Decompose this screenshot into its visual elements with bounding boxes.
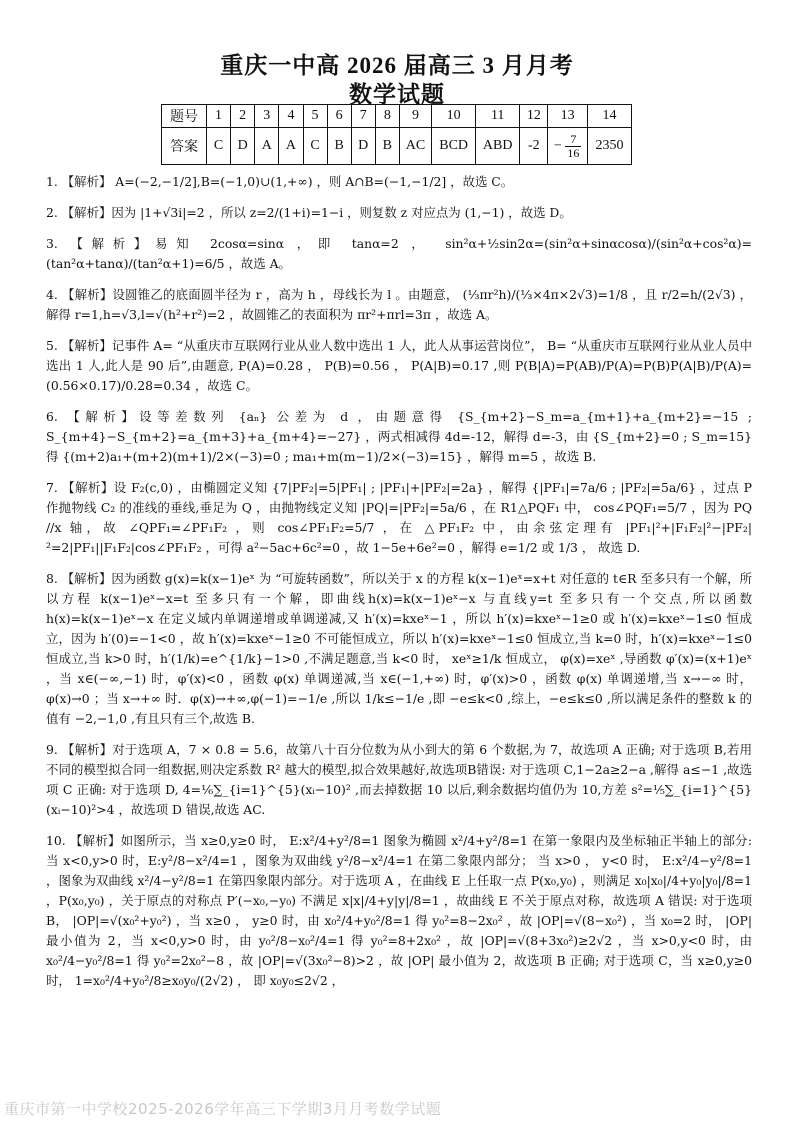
solution-7: [46, 478, 752, 558]
answer-cell-fraction: [548, 128, 588, 165]
fraction-numerator: 7: [565, 133, 581, 147]
solution-9: [46, 740, 752, 820]
answer-cell: 2350: [587, 128, 631, 165]
answer-cell: A: [279, 128, 303, 165]
solution-number: 9.: [46, 742, 58, 757]
fraction: [565, 133, 581, 160]
question-number: 9: [399, 105, 431, 128]
answer-cell: -2: [520, 128, 548, 165]
solution-3: [46, 234, 752, 274]
footer-watermark: 重庆市第一中学校2025-2026学年高三下学期3月月考数学试题: [4, 1100, 442, 1118]
question-number: 4: [279, 105, 303, 128]
solution-number: 4.: [46, 287, 58, 302]
solution-text: 【解析】设 F₂(c,0) ，由椭圆定义知 {7|PF₂|=5|PF₁| ; |PF₁|+|PF₂|=2a} ，解得 {|PF₁|=7a/6 ; |PF₂|=5a/6} ，过点 P 作抛物线 C₂ 的准线的垂线,垂足为 Q ，由抛物线定义知 |PQ|=|PF₂|=5a/6 ，在 R1△PQF₁ 中， cos∠PQF₁=5/7 ，因为 PQ //x 轴，故 ∠QPF₁=∠PF₁F₂ ，则 cos∠PF₁F₂=5/7 ，在 △PF₁F₂ 中，由余弦定理有 |PF₁|²+|F₁F₂|²−|PF₂|²=2|PF₁||F₁F₂|cos∠PF₁F₂ ，可得 a²−5ac+6c²=0 ，故 1−5e+6e²=0 ，解得 e=1/2 或 1/3 ， 故选 D.: [46, 480, 752, 555]
solution-text: 【解析】设等差数列 {aₙ} 公差为 d ，由题意得 {S_{m+2}−S_m=a_{m+1}+a_{m+2}=−15 ; S_{m+4}−S_{m+2}=a_{m+3}+a_{m+4}=−27} ，两式相减得 4d=-12，解得 d=-3，由 {S_{m+2}=0 ; S_m=15} 得 {(m+2)a₁+(m+2)(m+1)/2×(−3)=0 ; ma₁+m(m−1)/2×(−3)=15} ，解得 m=5 ，故选 B.: [46, 409, 752, 464]
exam-subtitle: 数学试题: [349, 82, 445, 107]
answer-table-answer-row: [162, 128, 632, 165]
question-number: 14: [587, 105, 631, 128]
solution-text: 【解析】因为 |1+√3i|=2 ，所以 z=2/(1+i)=1−i ，则复数 z 对应点为 (1,−1) ，故选 D。: [61, 205, 572, 220]
fraction-sign: −: [553, 138, 562, 154]
solution-2: [46, 203, 752, 223]
fraction-denominator: 16: [567, 145, 580, 160]
question-number: 1: [207, 105, 231, 128]
question-number: 3: [255, 105, 279, 128]
solution-4: [46, 285, 752, 325]
solution-number: 5.: [46, 338, 58, 353]
answer-cell: BCD: [432, 128, 476, 165]
solution-number: 10.: [46, 833, 66, 848]
answer-cell: D: [351, 128, 375, 165]
solution-number: 6.: [46, 409, 58, 424]
answer-cell: B: [327, 128, 351, 165]
question-number: 2: [231, 105, 255, 128]
solution-text: 【解析】设圆锥乙的底面圆半径为 r ，高为 h ，母线长为 l 。由题意， (⅓πr²h)/(⅓×4π×2√3)=1/8 ，且 r/2=h/(2√3) ，解得 r=1,h=√3,l=√(h²+r²)=2 ，故圆锥乙的表面积为 πr²+πrl=3π ，故选 A。: [46, 287, 752, 322]
answer-cell: AC: [399, 128, 431, 165]
answer-table-number-row: [162, 105, 632, 128]
solution-text: 【解析】 A=(−2,−1/2],B=(−1,0)∪(1,+∞) ，则 A∩B=(−1,−1/2] ，故选 C。: [61, 174, 514, 189]
solution-number: 2.: [46, 205, 58, 220]
solution-text: 【解析】对于选项 A，7 × 0.8 = 5.6，故第八十百分位数为从小到大的第 6 个数据,为 7，故选项 A 正确; 对于选项 B,若用不同的模型拟合同一组数据,则决定系数 R² 越大的模型,拟合效果越好,故选项B错误: 对于选项 C,1−2a≥2−a ,解得 a≤−1 ,故选项 C 正确: 对于选项 D, 4=⅙∑_{i=1}^{5}(xᵢ−10)² ,而去掉数据 10 以后,剩余数据均值仍为 10,方差 s²=⅕∑_{i=1}^{5}(xᵢ−10)²>4 ，故选项 D 错误,故选 AC.: [46, 742, 752, 817]
question-number: 8: [375, 105, 399, 128]
solution-number: 1.: [46, 174, 58, 189]
answer-row-label: 答案: [162, 128, 207, 165]
solutions-section: [46, 172, 752, 1002]
answer-cell: C: [207, 128, 231, 165]
solution-5: [46, 336, 752, 396]
answer-cell: ABD: [476, 128, 520, 165]
question-number: 7: [351, 105, 375, 128]
solution-text: 【解析】记事件 A= “从重庆市互联网行业从业人数中选出 1 人，此人从事运营岗位”， B= “从重庆市互联网行业从业人员中选出 1 人,此人是 90 后”,由题意, P(A)=0.28 ， P(B)=0.56 ， P(A|B)=0.17 ,则 P(B|A)=P(AB)/P(A)=P(B)P(A|B)/P(A)=(0.56×0.17)/0.28=0.34 ，故选 C。: [46, 338, 752, 393]
solution-number: 8.: [46, 571, 58, 586]
number-row-label: 题号: [162, 105, 207, 128]
solution-10: [46, 831, 752, 991]
solution-1: [46, 172, 752, 192]
question-number: 6: [327, 105, 351, 128]
answer-cell: B: [375, 128, 399, 165]
solution-number: 3.: [46, 236, 58, 251]
answer-cell: A: [255, 128, 279, 165]
question-number: 5: [303, 105, 327, 128]
answer-cell: D: [231, 128, 255, 165]
solution-text: 【解析】易知 2cosα=sinα ，即 tanα=2 ， sin²α+½sin2α=(sin²α+sinαcosα)/(sin²α+cos²α)=(tan²α+tanα)/(tan²α+1)=6/5 ，故选 A。: [46, 236, 752, 271]
solution-number: 7.: [46, 480, 58, 495]
answer-cell: C: [303, 128, 327, 165]
question-number: 13: [548, 105, 588, 128]
question-number: 10: [432, 105, 476, 128]
solution-text: 【解析】如图所示，当 x≥0,y≥0 时， E:x²/4+y²/8=1 图象为椭圆 x²/4+y²/8=1 在第一象限内及坐标轴正半轴上的部分: 当 x<0,y>0 时，E:y²/8−x²/4=1 ，图象为双曲线 y²/8−x²/4=1 在第二象限内部分； 当 x>0 ， y<0 时， E:x²/4−y²/8=1 ，图象为双曲线 x²/4−y²/8=1 在第四象限内部分。对于选项 A ，在曲线 E 上任取一点 P(x₀,y₀) ，则满足 x₀|x₀|/4+y₀|y₀|/8=1 ，P(x₀,y₀) ，关于原点的对称点 P′(−x₀,−y₀) 不满足 x|x|/4+y|y|/8=1 ，故曲线 E 不关于原点对称，故选项 A 错误: 对于选项 B， |OP|=√(x₀²+y₀²) ，当 x≥0 ， y≥0 时，由 x₀²/4+y₀²/8=1 得 y₀²=8−2x₀² ，故 |OP|=√(8−x₀²) ，当 x₀=2 时， |OP| 最小值为 2，当 x<0,y>0 时，由 y₀²/8−x₀²/4=1 得 y₀²=8+2x₀² ，故 |OP|=√(8+3x₀²)≥2√2 ，当 x>0,y<0 时，由 x₀²/4−y₀²/8=1 得 y₀²=2x₀²−8 ，故 |OP|=√(3x₀²−8)>2 ，故 |OP| 最小值为 2，故选项 B 正确; 对于选项 C，当 x≥0,y≥0 时， 1=x₀²/4+y₀²/8≥x₀y₀/(2√2) ， 即 x₀y₀≤2√2 ，: [46, 833, 752, 988]
question-number: 12: [520, 105, 548, 128]
exam-title: 重庆一中高 2026 届高三 3 月月考: [220, 53, 574, 78]
solution-6: [46, 407, 752, 467]
solution-text: 【解析】因为函数 g(x)=k(x−1)eˣ 为 “可旋转函数”，所以关于 x 的方程 k(x−1)eˣ=x+t 对任意的 t∈R 至多只有一个解，所以方程 k(x−1)eˣ−x=t 至多只有一个解，即曲线h(x)=k(x−1)eˣ−x 与直线y=t 至多只有一个交点,所以函数 h(x)=k(x−1)eˣ−x 在定义域内单调递增或单调递减,又 h′(x)=kxeˣ−1 ，所以 h′(x)=kxeˣ−1≥0 或 h′(x)=kxeˣ−1≤0 恒成立，因为 h′(0)=−1<0 ，故 h′(x)=kxeˣ−1≥0 不可能恒成立，所以 h′(x)=kxeˣ−1≤0 恒成立,当 k=0 时，h′(x)=kxeˣ−1≤0 恒成立,当 k>0 时，h′(1/k)=e^{1/k}−1>0 ,不满足题意,当 k<0 时， xeˣ≥1/k 恒成立， φ(x)=xeˣ ,导函数 φ′(x)=(x+1)eˣ ，当 x∈(−∞,−1) 时，φ′(x)<0 ，函数 φ(x) 单调递减,当 x∈(−1,+∞) 时，φ′(x)>0 ，函数 φ(x) 单调递增,当 x→−∞ 时，φ(x)→0 ；当 x→+∞ 时．φ(x)→+∞,φ(−1)=−1/e ,所以 1/k≤−1/e ,即 −e≤k<0 ,综上，−e≤k≤0 ,所以满足条件的整数 k 的值有 −2,−1,0 ,有且只有三个,故选 B.: [46, 571, 752, 726]
question-number: 11: [476, 105, 520, 128]
solution-8: [46, 569, 752, 729]
answer-table: [161, 104, 632, 165]
